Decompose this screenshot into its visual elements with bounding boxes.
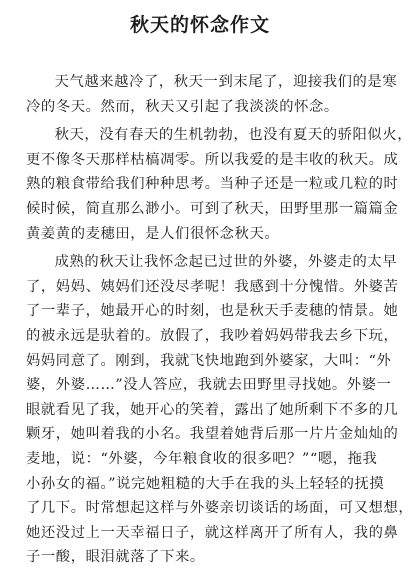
text-line: 了一辈子，她最开心的时刻，也是秋天手麦穗的情景。她 [26,303,399,320]
text-line: 婆，外婆……”没人答应，我就去田野里寻找她。外婆一 [26,377,392,394]
text-line: 子一酸，眼泪就落了下来。 [26,549,205,566]
text-line: 了几下。时常想起这样与外婆亲切谈话的场面，可又想想， [26,500,413,517]
text-line: 了，妈妈、姨妈们还没尽孝呢！我感到十分愧惜。外婆苦 [26,278,399,295]
text-line: 颗牙，她叫着我的小名。我望着她背后那一片片金灿灿的 [26,426,399,443]
text-line: 麦地，说：“外婆，今年粮食收的很多吧？”“嗯，拖我 [26,450,378,467]
text-line: 她还没过上一天幸福日子，就这样离开了所有人，我的鼻 [26,524,399,541]
text-line: 的被永远是驮着的。放假了，我吵着妈妈带我去乡下玩， [26,327,399,344]
essay-body [26,70,413,574]
text-line: 黄姜黄的麦穗田，是人们很怀念秋天。 [26,225,280,242]
paragraph-1 [26,70,398,119]
text-line: 小孙女的福。”说完她粗糙的大手在我的头上轻轻的抚摸 [26,475,385,492]
text-line: 熟的粮食带给我们种种思考。当种子还是一粒或几粒的时 [26,176,399,193]
text-line: 冷的冬天。然而，秋天又引起了我淡淡的怀念。 [26,98,339,115]
text-line: 成熟的秋天让我怀念起已过世的外婆，外婆走的太早 [54,254,398,271]
page-title: 秋天的怀念作文 [129,14,270,36]
text-line: 更不像冬天那样枯槁凋零。所以我爱的是丰收的秋天。成 [26,151,399,168]
paragraph-2 [26,123,413,246]
paragraph-3 [26,250,413,570]
text-line: 天气越来越冷了，秋天一到末尾了，迎接我们的是寒 [54,74,398,90]
text-line: 眼就看见了我，她开心的笑着，露出了她所剩下不多的几 [26,401,399,418]
text-line: 秋天，没有春天的生机勃勃，也没有夏天的骄阳似火， [54,127,413,144]
text-line: 妈妈同意了。刚到，我就飞快地跑到外婆家，大叫：“外 [26,352,392,369]
text-line: 候时候，简直那么渺小。可到了秋天，田野里那一篇篇金 [26,200,399,217]
